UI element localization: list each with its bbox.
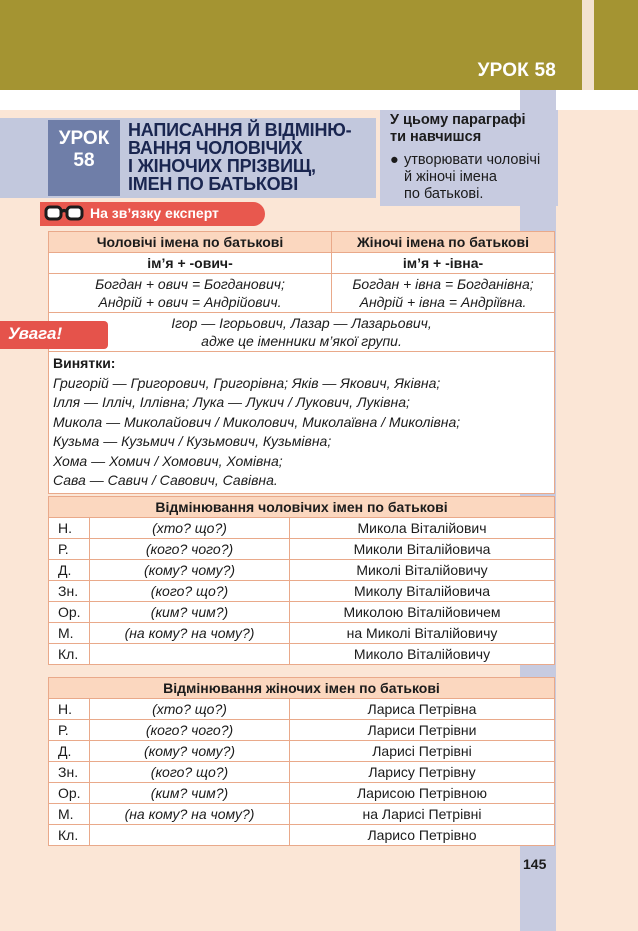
bullet-icon: ● xyxy=(390,152,399,168)
learn-item-line: по батькові. xyxy=(404,186,484,202)
case-cell: Д. xyxy=(49,560,90,581)
learn-item xyxy=(404,152,554,203)
page-number: 145 xyxy=(523,856,547,872)
case-cell: Н. xyxy=(49,518,90,539)
form-cell: Миколу Віталійовича xyxy=(290,581,555,602)
learn-heading-line: ти навчишся xyxy=(390,129,482,145)
form-cell: Миколи Віталійовича xyxy=(290,539,555,560)
question-cell: (кому? чому?) xyxy=(90,560,290,581)
learn-item-line: утворювати чоловічі xyxy=(404,152,541,168)
question-cell: (ким? чим?) xyxy=(90,602,290,623)
attention-label: Увага! xyxy=(8,324,63,343)
table-row xyxy=(49,804,555,825)
form-cell: Ларисо Петрівно xyxy=(290,825,555,846)
case-cell: Кл. xyxy=(49,644,90,665)
table-row xyxy=(49,783,555,804)
table-row xyxy=(49,741,555,762)
case-cell: Р. xyxy=(49,720,90,741)
form-cell: Ларисі Петрівні xyxy=(290,741,555,762)
question-cell: (кого? що?) xyxy=(90,581,290,602)
question-cell: (кого? що?) xyxy=(90,762,290,783)
exception-line: Хома — Хомич / Хомович, Хомівна; xyxy=(53,452,283,469)
question-cell: (на кому? на чому?) xyxy=(90,623,290,644)
form-cell: Ларису Петрівну xyxy=(290,762,555,783)
case-cell: М. xyxy=(49,623,90,644)
case-cell: Н. xyxy=(49,699,90,720)
lesson-badge-word: УРОК xyxy=(58,128,110,149)
learn-item-line: й жіночі імена xyxy=(404,169,497,185)
question-cell xyxy=(90,644,290,665)
form-cell: Ларисою Петрівною xyxy=(290,783,555,804)
attention-note xyxy=(49,313,555,352)
exception-line: Микола — Миколайович / Миколович, Миколаївна / Миколівна; xyxy=(53,413,461,430)
male-declension-table xyxy=(48,496,555,665)
question-cell: (на кому? на чому?) xyxy=(90,804,290,825)
form-cell: Лариси Петрівни xyxy=(290,720,555,741)
male-examples xyxy=(49,274,332,313)
table-row xyxy=(49,699,555,720)
example-line: Богдан + ович = Богданович; xyxy=(95,276,285,292)
question-cell: (кого? чого?) xyxy=(90,720,290,741)
male-header: Чоловічі імена по батькові xyxy=(49,232,332,253)
table-row xyxy=(49,644,555,665)
question-cell: (хто? що?) xyxy=(90,518,290,539)
male-declension-title: Відмінювання чоловічих імен по батькові xyxy=(49,497,555,518)
case-cell: Зн. xyxy=(49,762,90,783)
case-cell: Д. xyxy=(49,741,90,762)
table-row xyxy=(49,518,555,539)
table-row xyxy=(49,720,555,741)
case-cell: М. xyxy=(49,804,90,825)
lesson-title-line: ІМЕН ПО БАТЬКОВІ xyxy=(128,174,299,194)
exceptions-cell xyxy=(49,352,555,494)
glasses-icon xyxy=(44,204,84,224)
learn-heading-line: У цьому параграфі xyxy=(390,112,526,128)
attention-line: адже це іменники м’якої групи. xyxy=(201,333,402,349)
female-formula: ім’я + -івна- xyxy=(332,253,555,274)
table-row xyxy=(49,539,555,560)
lesson-title xyxy=(128,121,373,193)
question-cell: (кому? чому?) xyxy=(90,741,290,762)
exception-line: Кузьма — Кузьмич / Кузьмович, Кузьмівна; xyxy=(53,433,332,449)
case-cell: Ор. xyxy=(49,783,90,804)
lesson-title-line: НАПИСАННЯ Й ВІДМІНЮ- xyxy=(128,120,352,140)
exception-line: Ілля — Ілліч, Іллівна; Лука — Лукич / Лукович, Луківна; xyxy=(53,394,410,410)
lesson-title-line: І ЖІНОЧИХ ПРІЗВИЩ, xyxy=(128,156,316,176)
form-cell: на Ларисі Петрівні xyxy=(290,804,555,825)
rule-table xyxy=(48,231,555,494)
example-line: Андрій + івна = Андріївна. xyxy=(359,294,527,310)
example-line: Богдан + івна = Богданівна; xyxy=(352,276,534,292)
case-cell: Ор. xyxy=(49,602,90,623)
form-cell: Лариса Петрівна xyxy=(290,699,555,720)
female-header: Жіночі імена по батькові xyxy=(332,232,555,253)
female-declension-title: Відмінювання жіночих імен по батькові xyxy=(49,678,555,699)
question-cell: (кого? чого?) xyxy=(90,539,290,560)
case-cell: Кл. xyxy=(49,825,90,846)
lesson-title-line: ВАННЯ ЧОЛОВІЧИХ xyxy=(128,138,303,158)
male-formula: ім’я + -ович- xyxy=(49,253,332,274)
form-cell: Миколі Віталійовичу xyxy=(290,560,555,581)
question-cell: (ким? чим?) xyxy=(90,783,290,804)
example-line: Андрій + ович = Андрійович. xyxy=(98,294,282,310)
case-cell: Р. xyxy=(49,539,90,560)
learn-heading xyxy=(390,112,560,146)
expert-label: На зв’язку експерт xyxy=(90,205,219,221)
table-row xyxy=(49,623,555,644)
form-cell: Микола Віталійович xyxy=(290,518,555,539)
table-row xyxy=(49,581,555,602)
lesson-badge-number: 58 xyxy=(73,150,95,171)
form-cell: Миколою Віталійовичем xyxy=(290,602,555,623)
table-row xyxy=(49,762,555,783)
table-row xyxy=(49,825,555,846)
question-cell xyxy=(90,825,290,846)
table-row xyxy=(49,602,555,623)
form-cell: Миколо Віталійовичу xyxy=(290,644,555,665)
form-cell: на Миколі Віталійовичу xyxy=(290,623,555,644)
exception-line: Григорій — Григорович, Григорівна; Яків — Якович, Яківна; xyxy=(53,374,441,391)
header-lesson-label: УРОК 58 xyxy=(477,60,556,81)
female-declension-table xyxy=(48,677,555,846)
attention-line: Ігор — Ігорьович, Лазар — Лазарьович, xyxy=(171,315,432,331)
question-cell: (хто? що?) xyxy=(90,699,290,720)
exceptions-title: Винятки: xyxy=(53,355,116,371)
table-row xyxy=(49,560,555,581)
header-gap-stripe xyxy=(582,0,594,90)
female-examples xyxy=(332,274,555,313)
lesson-badge xyxy=(48,120,120,196)
case-cell: Зн. xyxy=(49,581,90,602)
exception-line: Сава — Савич / Савович, Савівна. xyxy=(53,472,278,488)
